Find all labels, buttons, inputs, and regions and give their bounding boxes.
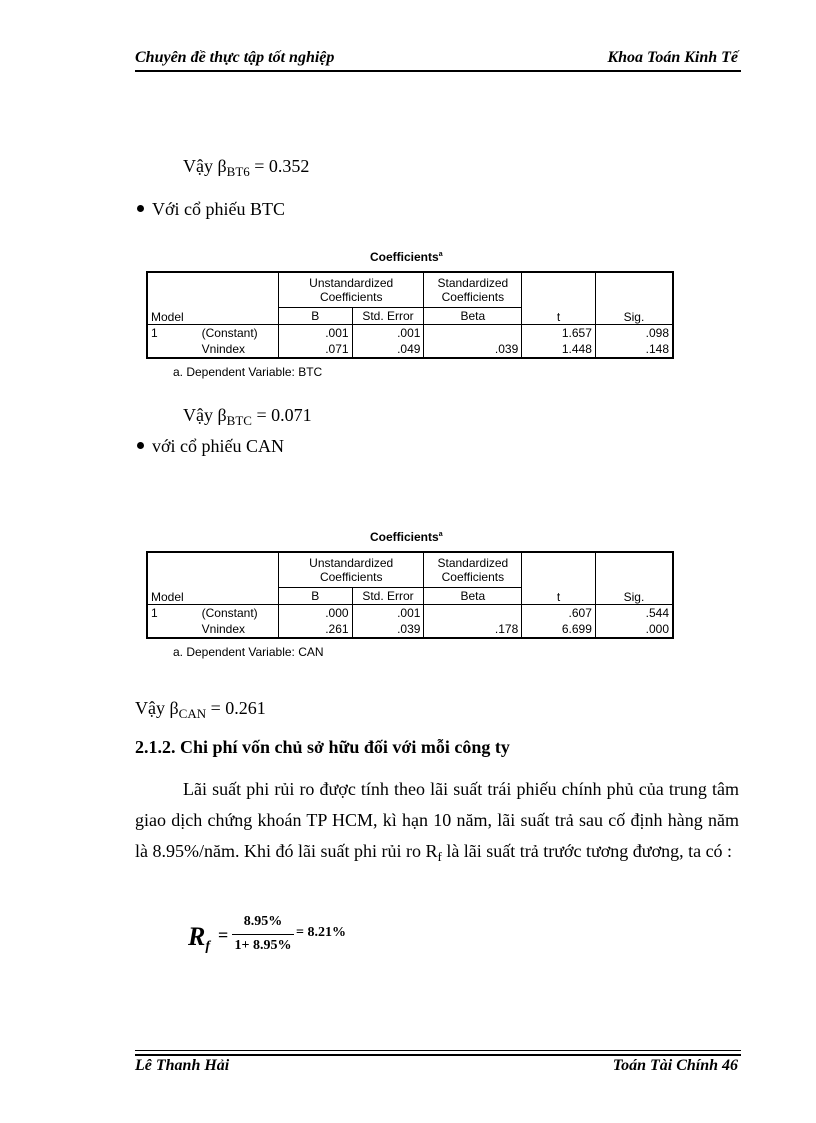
table-btc-beta-header: Beta <box>424 308 522 325</box>
formula-equals: = <box>218 925 229 945</box>
result-can-sub: CAN <box>178 706 207 721</box>
formula-denominator: 1+ 8.95% <box>234 938 292 953</box>
result-can-prefix: Vậy β <box>135 698 179 718</box>
table-cell-sig: .148 <box>595 341 673 358</box>
table-cell-beta: .178 <box>424 621 522 638</box>
table-btc-model-header: Model <box>151 310 184 324</box>
result-btc-value: = 0.071 <box>251 405 312 425</box>
table-cell-model <box>147 621 199 638</box>
result-can <box>135 698 266 722</box>
result-btc-sub: BTC <box>226 413 252 428</box>
bullet-can-label: với cổ phiếu CAN <box>152 436 285 456</box>
bullet-item-can <box>137 436 284 457</box>
table-cell-t: 1.448 <box>522 341 596 358</box>
table-btc-t-header: t <box>522 272 596 325</box>
table-cell-name: Vnindex <box>201 342 246 356</box>
table-btc-b-header: B <box>278 308 352 325</box>
table-cell-b: .261 <box>278 621 352 638</box>
formula-lhs <box>188 922 210 952</box>
table-cell-se: .039 <box>352 621 424 638</box>
table-can-se-header: Std. Error <box>352 588 424 605</box>
table-btc-sig-header: Sig. <box>595 272 673 325</box>
footer-rule-thin <box>135 1050 741 1051</box>
table-can-title-sup: a <box>438 531 443 538</box>
formula-numerator: 8.95% <box>243 914 283 929</box>
table-cell-name: (Constant) <box>199 605 279 622</box>
table-can-title <box>370 530 443 544</box>
section-heading: 2.1.2. Chi phí vốn chủ sở hữu đối với mỗi công ty <box>135 737 510 757</box>
formula-lhs-symbol: R <box>188 922 206 951</box>
table-btc-title-sup: a <box>438 251 443 258</box>
result-btc-prefix: Vậy β <box>183 405 227 425</box>
table-cell-name: (Constant) <box>199 325 279 342</box>
table-cell-beta <box>424 325 522 342</box>
table-btc-title-text: Coefficients <box>370 250 439 264</box>
table-btc-se-header: Std. Error <box>352 308 424 325</box>
paragraph <box>135 774 739 872</box>
table-can <box>146 551 674 639</box>
table-cell-name: Vnindex <box>201 622 246 636</box>
result-btc <box>183 405 312 429</box>
table-cell-beta <box>424 605 522 622</box>
table-can-std-header: Standardized Coefficients <box>424 552 522 588</box>
header-rule <box>135 70 741 72</box>
bullet-btc-label: Với cổ phiếu BTC <box>152 199 286 219</box>
table-cell-model: 1 <box>147 325 199 342</box>
table-btc-title <box>370 250 443 264</box>
table-can-model-header: Model <box>151 590 184 604</box>
table-cell-b: .000 <box>278 605 352 622</box>
table-can-b-header: B <box>278 588 352 605</box>
table-cell-t: 6.699 <box>522 621 596 638</box>
table-cell-t: 1.657 <box>522 325 596 342</box>
header-left: Chuyên đề thực tập tốt nghiệp <box>135 49 335 66</box>
table-row <box>147 341 673 358</box>
table-row <box>147 605 673 622</box>
bullet-icon <box>137 442 144 449</box>
formula-lhs-sub: f <box>205 939 211 954</box>
table-btc-unstd-header: Unstandardized Coefficients <box>278 272 423 308</box>
table-btc <box>146 271 674 359</box>
footer-rule <box>135 1054 741 1056</box>
result-bt6-prefix: Vậy β <box>183 156 227 176</box>
table-cell-se: .001 <box>352 605 424 622</box>
paragraph-text-2: là lãi suất trả trước tương đương, ta có : <box>441 841 733 861</box>
table-cell-t: .607 <box>522 605 596 622</box>
table-cell-b: .071 <box>278 341 352 358</box>
table-cell-model <box>147 341 199 358</box>
table-btc-std-header: Standardized Coefficients <box>424 272 522 308</box>
table-cell-se: .001 <box>352 325 424 342</box>
result-bt6-value: = 0.352 <box>249 156 310 176</box>
table-can-footnote: a. Dependent Variable: CAN <box>173 645 324 659</box>
table-cell-sig: .098 <box>595 325 673 342</box>
paragraph-text-1: Lãi suất phi rủi ro được tính theo lãi suất trái phiếu chính phủ của trung tâm giao dịch chứng khoán TP HCM, kì hạn 10 năm, lãi suất trả sau cố định hàng năm là 8.95%/năm. Khi đó lãi suất phi rủi ro R <box>135 779 739 861</box>
table-cell-sig: .544 <box>595 605 673 622</box>
formula-fraction-bar <box>232 934 294 935</box>
table-row <box>147 325 673 342</box>
formula-result: = 8.21% <box>296 925 346 940</box>
bullet-icon <box>137 205 144 212</box>
table-cell-beta: .039 <box>424 341 522 358</box>
table-can-t-header: t <box>522 552 596 605</box>
table-row <box>147 621 673 638</box>
header-right: Khoa Toán Kinh Tế <box>607 49 738 66</box>
table-can-beta-header: Beta <box>424 588 522 605</box>
bullet-item-btc <box>137 199 285 220</box>
table-cell-se: .049 <box>352 341 424 358</box>
paragraph-sub: f <box>437 849 442 864</box>
table-cell-model: 1 <box>147 605 199 622</box>
result-bt6 <box>183 156 309 180</box>
table-cell-sig: .000 <box>595 621 673 638</box>
table-can-sig-header: Sig. <box>595 552 673 605</box>
table-can-unstd-header: Unstandardized Coefficients <box>278 552 423 588</box>
footer-left: Lê Thanh Hải <box>135 1057 230 1074</box>
table-can-title-text: Coefficients <box>370 530 439 544</box>
footer-right: Toán Tài Chính 46 <box>612 1057 738 1074</box>
result-can-value: = 0.261 <box>206 698 266 718</box>
result-bt6-sub: BT6 <box>226 164 250 179</box>
table-cell-b: .001 <box>278 325 352 342</box>
table-btc-footnote: a. Dependent Variable: BTC <box>173 365 323 379</box>
